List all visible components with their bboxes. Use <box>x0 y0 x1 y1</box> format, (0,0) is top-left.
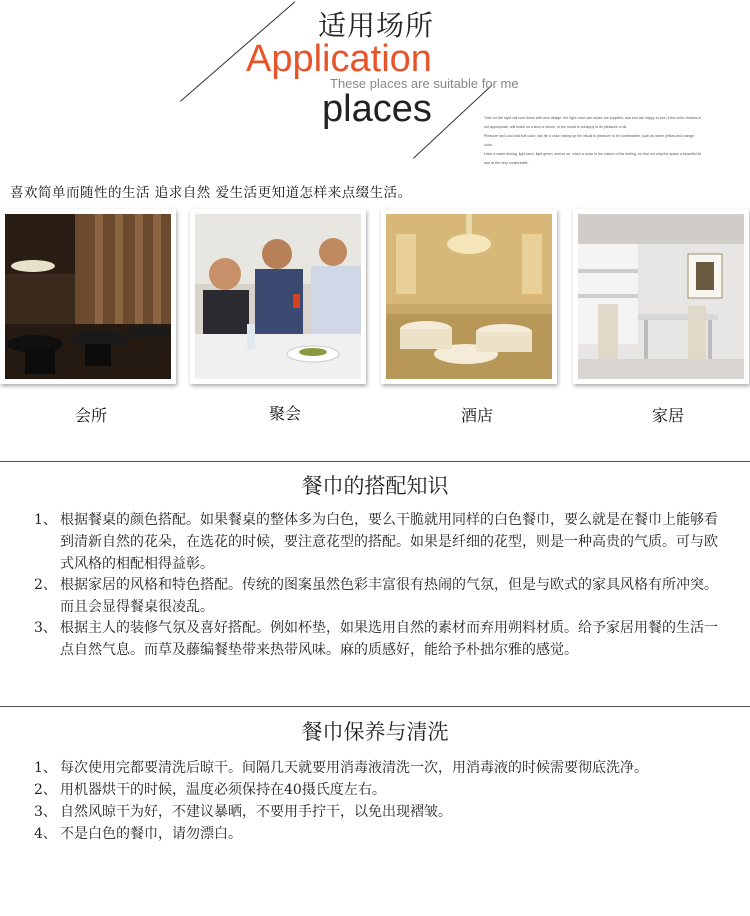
item-text: 每次使用完都要清洗后晾干。间隔几天就要用消毒液清洗一次，用消毒液的时候需要彻底洗净。 <box>60 760 648 776</box>
party-image <box>195 214 361 379</box>
section-title-care: 餐巾保养与清洗 <box>301 720 449 744</box>
item-text: 自然风晾干为好，不建议暴晒，不要用手拧干，以免出现褶皱。 <box>60 804 452 820</box>
home-image <box>578 214 744 379</box>
title-places: places <box>322 88 432 130</box>
item-number: 4、 <box>34 826 57 842</box>
photo-party <box>190 209 366 384</box>
photo-clubhouse <box>0 209 176 384</box>
title-application: Application <box>246 38 432 80</box>
place-label-home: 家居 <box>652 406 685 425</box>
title-chinese: 适用场所 <box>318 9 435 42</box>
care-item <box>34 757 746 779</box>
hotel-image <box>386 214 552 379</box>
item-text: 不是白色的餐巾，请勿漂白。 <box>60 826 242 842</box>
item-text: 根据家居的风格和特色搭配。传统的图案虽然色彩丰富很有热闹的气氛，但是与欧式的家具风格有所冲突。而且会显得餐桌很凌乱。 <box>60 577 718 615</box>
description-line: Pleasure and cool and soft color, can be a color mixing up the visual to pleasure to be comfortable, such as warm yellow and orange color. <box>484 134 695 147</box>
description-line: not appropriate, will make us a kind of shock, or the mood is unhappy to its pleasure of all. <box>484 125 628 129</box>
photo-hotel <box>381 209 557 384</box>
item-number: 3、 <box>34 804 57 820</box>
item-number: 1、 <box>34 512 57 528</box>
header <box>0 0 750 175</box>
place-label-clubhouse: 会所 <box>75 406 108 425</box>
item-text: 用机器烘干的时候，温度必须保持在40摄氏度左右。 <box>60 782 386 798</box>
matching-item <box>34 574 724 618</box>
section-title-matching: 餐巾的搭配知识 <box>301 474 449 498</box>
item-number: 3、 <box>34 620 57 636</box>
item-text: 根据餐桌的颜色搭配。如果餐桌的整体多为白色，要么干脆就用同样的白色餐巾，要么就是在餐巾上能够看到清新自然的花朵，在选花的时候，要注意花型的搭配。如果是纤细的花型，则是一种高贵的气质。可与欧式风格的相配相得益彰。 <box>60 512 718 572</box>
item-number: 2、 <box>34 782 57 798</box>
item-number: 2、 <box>34 577 57 593</box>
care-item <box>34 823 746 845</box>
place-label-party: 聚会 <box>269 404 302 423</box>
matching-item <box>34 509 724 575</box>
description-line: Have a warm feeling, light lawn, light green, and so on, when a close to the nature of the feeling, so that not only the space a beautiful lie <box>484 152 702 156</box>
care-item <box>34 801 746 823</box>
intro-text: 喜欢简单而随性的生活 追求自然 爱生活更知道怎样来点缀生活。 <box>10 185 412 201</box>
description-line: Tone for the style will now throw with new design, the right color can cause our supplies, and end are happy to see; it the color choices in <box>484 116 702 120</box>
clubhouse-image <box>5 214 171 379</box>
divider <box>0 706 750 707</box>
english-description <box>484 114 702 168</box>
care-item <box>34 779 746 801</box>
photo-home <box>573 209 749 384</box>
item-number: 1、 <box>34 760 57 776</box>
item-text: 根据主人的装修气氛及喜好搭配。例如杯垫，如果选用自然的素材而弃用朔料材质。给予家居用餐的生活一点自然气息。而草及藤编餐垫带来热带风味。麻的质感好，能给予朴拙尔雅的感觉。 <box>60 620 718 658</box>
description-line: and at the very comfortable. <box>484 161 529 165</box>
place-label-hotel: 酒店 <box>461 406 494 425</box>
matching-item <box>34 617 724 661</box>
divider <box>0 461 750 462</box>
title-subtitle: These places are suitable for me <box>330 76 519 91</box>
